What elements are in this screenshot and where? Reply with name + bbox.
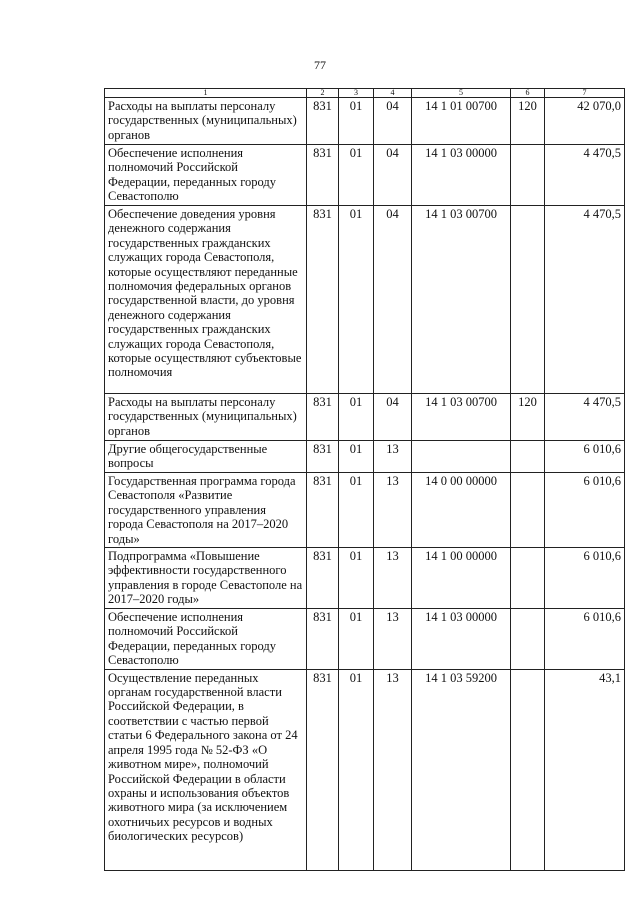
subsection-code: 13	[374, 473, 412, 548]
amount: 6 010,6	[545, 609, 625, 670]
column-number: 1	[105, 89, 307, 98]
table-row	[105, 394, 625, 441]
amount: 4 470,5	[545, 394, 625, 441]
row-name: Обеспечение доведения уровня денежного содержания государственных гражданских служащих города Севастополя, которые осуществляют переданные полномочия федеральных органов государственной власти, до уровня денежного содержания государственных гражданских служащих города Севастополя, которые осуществляют субъектовые полномочия	[105, 206, 307, 394]
column-number: 2	[307, 89, 339, 98]
column-number: 6	[511, 89, 545, 98]
expense-type-code	[511, 441, 545, 473]
ministry-code: 831	[307, 98, 339, 145]
table-row	[105, 206, 625, 394]
target-article-code: 14 1 01 00700	[412, 98, 511, 145]
section-code: 01	[339, 609, 374, 670]
target-article-code: 14 1 03 59200	[412, 669, 511, 870]
row-name: Расходы на выплаты персоналу государственных (муниципальных) органов	[105, 394, 307, 441]
ministry-code: 831	[307, 548, 339, 609]
row-name: Подпрограмма «Повышение эффективности государственного управления в городе Севастополе на 2017–2020 годы»	[105, 548, 307, 609]
subsection-code: 13	[374, 609, 412, 670]
amount: 43,1	[545, 669, 625, 870]
expense-type-code	[511, 609, 545, 670]
target-article-code: 14 1 03 00700	[412, 206, 511, 394]
table-row	[105, 548, 625, 609]
budget-table	[104, 88, 625, 871]
column-number: 4	[374, 89, 412, 98]
expense-type-code: 120	[511, 394, 545, 441]
subsection-code: 04	[374, 206, 412, 394]
expense-type-code	[511, 145, 545, 206]
section-code: 01	[339, 394, 374, 441]
section-code: 01	[339, 548, 374, 609]
table-row	[105, 473, 625, 548]
section-code: 01	[339, 98, 374, 145]
expense-type-code	[511, 206, 545, 394]
row-name: Другие общегосударственные вопросы	[105, 441, 307, 473]
table-row	[105, 98, 625, 145]
target-article-code: 14 1 03 00000	[412, 145, 511, 206]
subsection-code: 04	[374, 98, 412, 145]
amount: 6 010,6	[545, 473, 625, 548]
subsection-code: 04	[374, 394, 412, 441]
target-article-code	[412, 441, 511, 473]
column-number-row	[105, 89, 625, 98]
column-number: 3	[339, 89, 374, 98]
section-code: 01	[339, 473, 374, 548]
expense-type-code	[511, 473, 545, 548]
ministry-code: 831	[307, 669, 339, 870]
ministry-code: 831	[307, 473, 339, 548]
target-article-code: 14 1 03 00000	[412, 609, 511, 670]
subsection-code: 13	[374, 669, 412, 870]
ministry-code: 831	[307, 394, 339, 441]
expense-type-code	[511, 669, 545, 870]
expense-type-code: 120	[511, 98, 545, 145]
target-article-code: 14 0 00 00000	[412, 473, 511, 548]
amount: 4 470,5	[545, 206, 625, 394]
ministry-code: 831	[307, 441, 339, 473]
amount: 6 010,6	[545, 441, 625, 473]
ministry-code: 831	[307, 145, 339, 206]
column-number: 7	[545, 89, 625, 98]
row-name: Осуществление переданных органам государственной власти Российской Федерации, в соответствии с частью первой статьи 6 Федерального закона от 24 апреля 1995 года № 52-ФЗ «О животном мире», полномочий Российской Федерации в области охраны и использования объектов животного мира (за исключением охотничьих ресурсов и водных биологических ресурсов)	[105, 669, 307, 870]
target-article-code: 14 1 00 00000	[412, 548, 511, 609]
row-name: Государственная программа города Севастополя «Развитие государственного управления города Севастополя на 2017–2020 годы»	[105, 473, 307, 548]
amount: 42 070,0	[545, 98, 625, 145]
amount: 6 010,6	[545, 548, 625, 609]
table-row	[105, 669, 625, 870]
table-row	[105, 145, 625, 206]
section-code: 01	[339, 206, 374, 394]
section-code: 01	[339, 441, 374, 473]
ministry-code: 831	[307, 206, 339, 394]
row-name: Обеспечение исполнения полномочий Российской Федерации, переданных городу Севастополю	[105, 145, 307, 206]
subsection-code: 04	[374, 145, 412, 206]
subsection-code: 13	[374, 548, 412, 609]
subsection-code: 13	[374, 441, 412, 473]
section-code: 01	[339, 145, 374, 206]
ministry-code: 831	[307, 609, 339, 670]
table-row	[105, 441, 625, 473]
target-article-code: 14 1 03 00700	[412, 394, 511, 441]
amount: 4 470,5	[545, 145, 625, 206]
table-row	[105, 609, 625, 670]
section-code: 01	[339, 669, 374, 870]
column-number: 5	[412, 89, 511, 98]
page-number: 77	[314, 58, 326, 72]
row-name: Обеспечение исполнения полномочий Российской Федерации, переданных городу Севастополю	[105, 609, 307, 670]
row-name: Расходы на выплаты персоналу государственных (муниципальных) органов	[105, 98, 307, 145]
expense-type-code	[511, 548, 545, 609]
